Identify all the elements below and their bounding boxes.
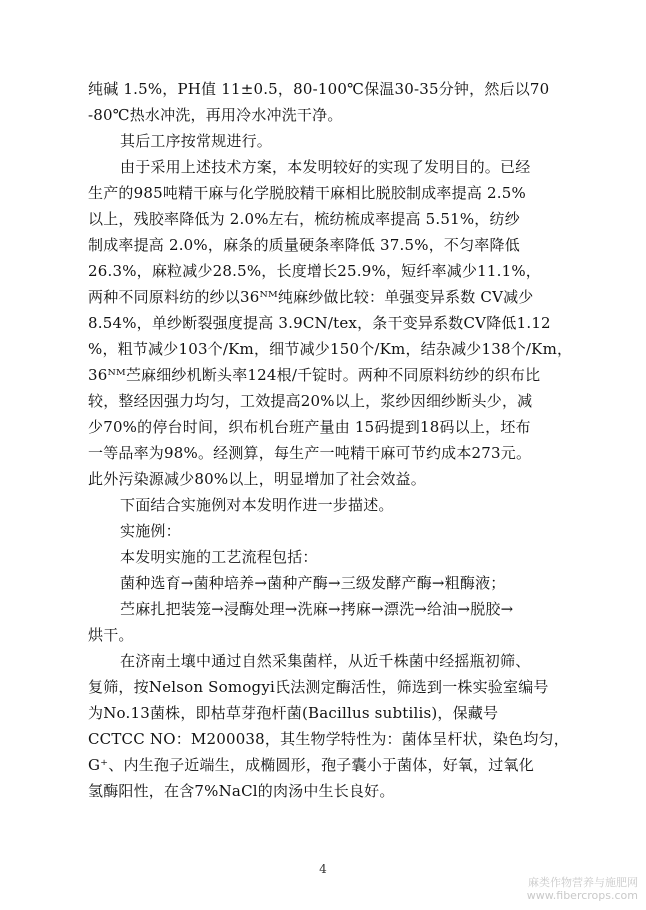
text-line: 两种不同原料纺的纱以36ᴺᴹ纯麻纱做比较：单强变异系数 CV减少	[88, 288, 534, 306]
text-line: G⁺、内生孢子近端生，成椭圆形，孢子囊小于菌体，好氧，过氧化	[88, 756, 534, 774]
text-line: 此外污染源减少80%以上，明显增加了社会效益。	[88, 470, 426, 488]
text-line: 制成率提高 2.0%，麻条的质量硬条率降低 37.5%，不匀率降低	[88, 236, 520, 254]
text-line: 一等品率为98%。经测算，每生产一吨精干麻可节约成本273元。	[88, 444, 532, 462]
watermark-url: www.fibercrops.com	[526, 889, 638, 902]
process-flow-line: 烘干。	[88, 626, 134, 644]
text-line: 本发明实施的工艺流程包括：	[120, 548, 318, 566]
text-line: 以上，残胶率降低为 2.0%左右，梳纺梳成率提高 5.51%，纺纱	[88, 210, 520, 228]
text-line: CCTCC NO：M200038，其生物学特性为：菌体呈杆状，染色均匀，	[88, 730, 569, 748]
text-line: 26.3%，麻粒减少28.5%，长度增长25.9%，短纤率减少11.1%，	[88, 262, 542, 280]
watermark	[527, 876, 638, 902]
text-line: 少70%的停台时间，织布机台班产量由 15码提到18码以上，坯布	[88, 418, 531, 436]
text-line: 由于采用上述技术方案，本发明较好的实现了发明目的。已经	[120, 158, 531, 176]
watermark-title: 麻类作物营养与施肥网	[528, 876, 638, 889]
text-line: 生产的985吨精干麻与化学脱胶精干麻相比脱胶制成率提高 2.5%	[88, 184, 526, 202]
process-flow-line: 苎麻扎把装笼→浸酶处理→洗麻→拷麻→漂洗→给油→脱胶→	[120, 600, 514, 618]
document-body	[88, 76, 588, 804]
text-line: 36ᴺᴹ苎麻细纱机断头率124根/千锭时。两种不同原料纺纱的织布比	[88, 366, 541, 384]
text-line: 为No.13菌株，即枯草芽孢杆菌(Bacillus subtilis)，保藏号	[88, 704, 499, 722]
text-line: %，粗节减少103个/Km，细节减少150个/Km，结杂减少138个/Km，	[88, 340, 573, 358]
process-flow-line: 菌种选育→菌种培养→菌种产酶→三级发酵产酶→粗酶液；	[120, 574, 506, 592]
text-line: 下面结合实施例对本发明作进一步描述。	[120, 496, 394, 514]
text-line: 复筛，按Nelson Somogyi氏法测定酶活性，筛选到一株实验室编号	[88, 678, 549, 696]
text-line: 其后工序按常规进行。	[120, 132, 273, 150]
text-line: 纯碱 1.5%，PH值 11±0.5，80-100℃保温30-35分钟，然后以70	[88, 80, 550, 98]
text-line: 较，整经因强力均匀，工效提高20%以上，浆纱因细纱断头少，减	[88, 392, 533, 410]
page-number: 4	[319, 862, 327, 876]
text-line: -80℃热水冲洗，再用冷水冲洗干净。	[88, 106, 343, 124]
text-line: 在济南土壤中通过自然采集菌样，从近千株菌中经摇瓶初筛、	[120, 652, 531, 670]
text-line: 8.54%，单纱断裂强度提高 3.9CN/tex，条干变异系数CV降低1.12	[88, 314, 551, 332]
section-heading: 实施例：	[120, 522, 181, 540]
text-line: 氢酶阳性，在含7%NaCl的肉汤中生长良好。	[88, 782, 395, 800]
